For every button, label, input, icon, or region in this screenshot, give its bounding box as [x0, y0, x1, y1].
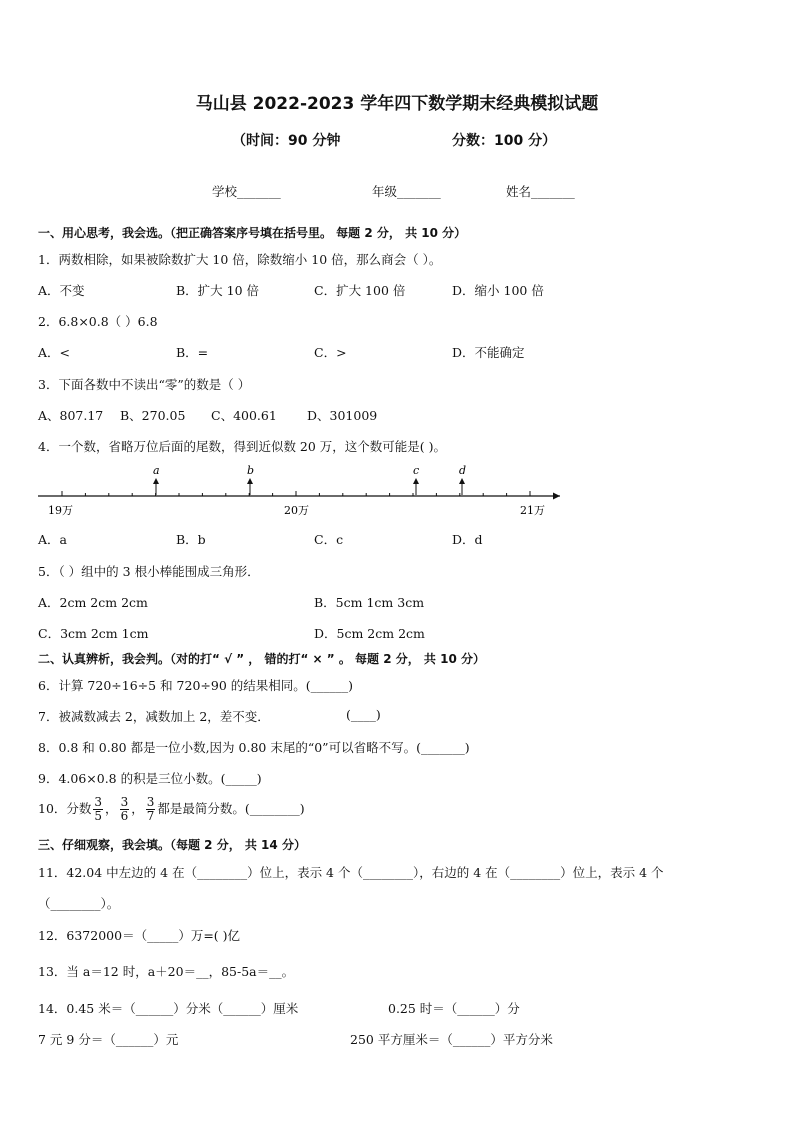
q10-suffix: 都是最简分数。(________) — [157, 801, 305, 816]
question-14-part1: 14．0.45 米＝（______）分米（______）厘米 — [38, 1001, 299, 1016]
q4-option-b: B．b — [176, 532, 206, 547]
q1-option-b: B．扩大 10 倍 — [176, 283, 260, 298]
name-field: 姓名_______ — [506, 184, 575, 199]
exam-score: 分数：100 分） — [452, 133, 557, 149]
point-b-label: b — [247, 464, 255, 477]
number-line-ticks — [62, 491, 530, 496]
q2-option-d: D．不能确定 — [452, 345, 525, 360]
section-3-heading: 三、仔细观察，我会填。（每题 2 分， 共 14 分） — [38, 838, 306, 852]
q4-option-c: C．c — [314, 532, 344, 547]
q3-option-b: B、270.05 — [120, 408, 186, 423]
question-14-part3: 7 元 9 分＝（______）元 — [38, 1032, 179, 1047]
q2-option-c: C．> — [314, 345, 347, 360]
q5-option-a: A．2cm 2cm 2cm — [38, 595, 148, 610]
section-2-heading: 二、认真辨析，我会判。（对的打“ √ ” ， 错的打“ × ” 。 每题 2 分， 共 10 分） — [38, 652, 485, 666]
q5-option-d: D．5cm 2cm 2cm — [314, 626, 425, 641]
fraction-3-6: $\frac{3}{6}$ — [120, 795, 129, 823]
question-1: 1．两数相除，如果被除数扩大 10 倍，除数缩小 10 倍，那么商会（ ）。 — [38, 252, 442, 267]
question-14-part2: 0.25 时＝（______）分 — [388, 1001, 520, 1016]
q5-option-b: B．5cm 1cm 3cm — [314, 595, 425, 610]
exam-time: （时间：90 分钟 — [232, 133, 341, 149]
point-a-label: a — [153, 464, 160, 477]
question-2: 2．6.8×0.8（ ）6.8 — [38, 314, 158, 329]
point-c-arrow — [413, 478, 419, 495]
number-line-figure — [30, 460, 570, 522]
section-1-heading: 一、用心思考，我会选。（把正确答案序号填在括号里。 每题 2 分， 共 10 分） — [38, 226, 467, 240]
question-11: 11．42.04 中左边的 4 在（________）位上，表示 4 个（________），右边的 4 在（________）位上，表示 4 个 — [38, 865, 664, 880]
axis-label-19wan: 19万 — [48, 504, 73, 517]
q3-option-d: D、301009 — [307, 408, 378, 423]
q4-option-a: A．a — [38, 532, 67, 547]
q1-option-c: C．扩大 100 倍 — [314, 283, 406, 298]
q5-option-c: C．3cm 2cm 1cm — [38, 626, 149, 641]
question-14-part4: 250 平方厘米＝（______）平方分米 — [350, 1032, 553, 1047]
fraction-3-5: $\frac{3}{5}$ — [94, 795, 103, 823]
axis-label-21wan: 21万 — [520, 504, 545, 517]
question-4: 4．一个数，省略万位后面的尾数，得到近似数 20 万，这个数可能是( )。 — [38, 439, 447, 454]
fraction-3-7: $\frac{3}{7}$ — [146, 795, 155, 823]
q3-option-c: C、400.61 — [211, 408, 277, 423]
question-10: 10．分数 $\frac{3}{5}$ ， $\frac{3}{6}$ ， $\frac{3}{7}$ 都是最简分数。(________) — [38, 795, 305, 823]
q1-option-d: D．缩小 100 倍 — [452, 283, 544, 298]
question-8: 8．0.8 和 0.80 都是一位小数,因为 0.80 末尾的“0”可以省略不写。(_______) — [38, 740, 470, 755]
q2-option-a: A．< — [38, 345, 71, 360]
q7-answer-blank: (____) — [346, 707, 381, 722]
q4-option-d: D．d — [452, 532, 483, 547]
school-field: 学校_______ — [212, 184, 281, 199]
q3-option-a: A、807.17 — [38, 408, 104, 423]
question-13: 13．当 a＝12 时，a＋20＝__，85-5a＝__。 — [38, 964, 295, 979]
question-7: 7．被减数减去 2，减数加上 2，差不变． — [38, 709, 270, 724]
point-d-arrow — [459, 478, 465, 495]
question-3: 3．下面各数中不读出“零”的数是（ ） — [38, 377, 251, 392]
question-5: 5．（ ）组中的 3 根小棒能围成三角形． — [38, 564, 260, 579]
point-d-label: d — [459, 464, 467, 477]
q10-prefix: 10．分数 — [38, 801, 92, 816]
point-c-label: c — [413, 464, 420, 477]
q2-option-b: B．= — [176, 345, 209, 360]
q1-option-a: A．不变 — [38, 283, 85, 298]
question-9: 9．4.06×0.8 的积是三位小数。(_____) — [38, 771, 262, 786]
question-6: 6．计算 720÷16÷5 和 720÷90 的结果相同。(______) — [38, 678, 354, 693]
axis-label-20wan: 20万 — [284, 504, 309, 517]
point-a-arrow — [153, 478, 159, 495]
point-b-arrow — [247, 478, 253, 495]
page-title: 马山县 2022-2023 学年四下数学期末经典模拟试题 — [195, 94, 599, 114]
question-11-cont: （________）。 — [38, 896, 120, 911]
question-12: 12．6372000＝（_____）万=( )亿 — [38, 928, 241, 943]
grade-field: 年级_______ — [372, 184, 441, 199]
